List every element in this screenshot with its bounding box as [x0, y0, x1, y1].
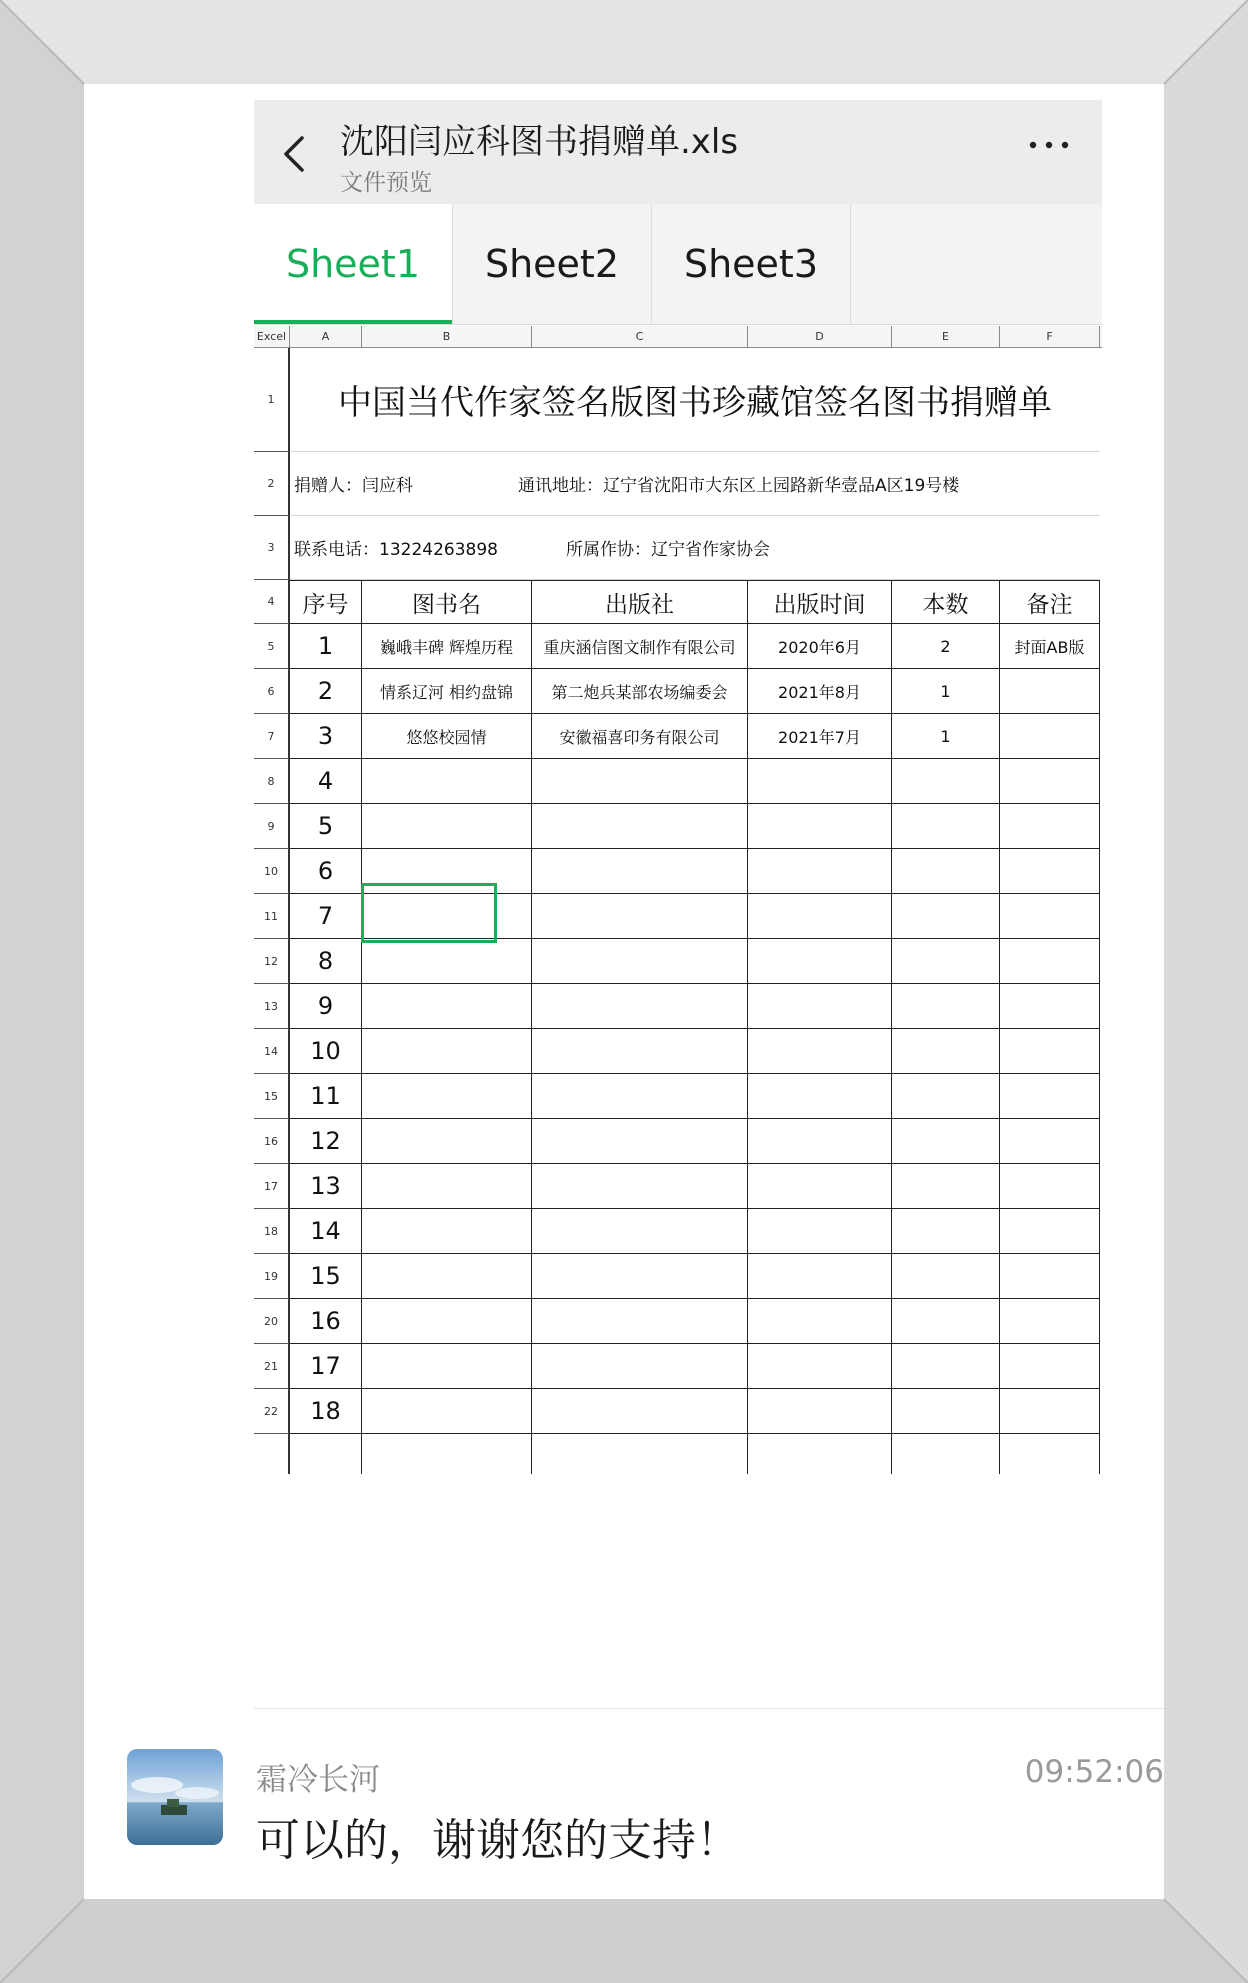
row-header[interactable]: 2	[254, 452, 290, 516]
seq-cell[interactable]: 6	[290, 849, 362, 894]
publisher-cell[interactable]	[532, 1074, 748, 1119]
seq-cell[interactable]: 17	[290, 1344, 362, 1389]
publisher-cell[interactable]	[532, 804, 748, 849]
message-time: 09:52:06	[1024, 1754, 1164, 1790]
publisher-cell[interactable]	[532, 1299, 748, 1344]
seq-cell[interactable]: 4	[290, 759, 362, 804]
publish-date-cell[interactable]	[748, 939, 892, 984]
seq-cell[interactable]: 16	[290, 1299, 362, 1344]
grid-overflow-cell	[892, 1434, 1000, 1474]
copies-cell[interactable]	[892, 1389, 1000, 1434]
contact-info-row[interactable]	[290, 516, 1100, 580]
sheet-tabs	[254, 204, 1102, 325]
contact-phone: 联系电话：13224263898	[294, 540, 498, 560]
grid-overflow-cell	[748, 1434, 892, 1474]
remark-cell[interactable]	[1000, 1254, 1100, 1299]
copies-cell[interactable]	[892, 894, 1000, 939]
more-options-icon[interactable]	[1028, 138, 1070, 152]
seq-cell[interactable]: 7	[290, 894, 362, 939]
publish-date-cell[interactable]: 2020年6月	[748, 624, 892, 669]
publish-date-cell[interactable]	[748, 759, 892, 804]
row-header[interactable]: 13	[254, 984, 290, 1029]
publisher-cell[interactable]	[532, 759, 748, 804]
publish-date-cell[interactable]	[748, 1299, 892, 1344]
publish-date-cell[interactable]	[748, 1389, 892, 1434]
publish-date-cell[interactable]	[748, 1029, 892, 1074]
remark-cell[interactable]	[1000, 1389, 1100, 1434]
row-header[interactable]: 6	[254, 669, 290, 714]
grid-overflow-cell	[532, 1434, 748, 1474]
remark-cell[interactable]	[1000, 1209, 1100, 1254]
book-name-cell[interactable]	[362, 1254, 532, 1299]
publisher-cell[interactable]	[532, 984, 748, 1029]
chat-message[interactable]: 可以的，谢谢您的支持！	[256, 1815, 740, 1866]
book-name-cell[interactable]	[362, 1119, 532, 1164]
row-header[interactable]: 22	[254, 1389, 290, 1434]
seq-cell[interactable]: 13	[290, 1164, 362, 1209]
publisher-cell[interactable]	[532, 1164, 748, 1209]
book-name-cell[interactable]	[362, 1074, 532, 1119]
publisher-cell[interactable]	[532, 894, 748, 939]
publisher-cell[interactable]: 安徽福喜印务有限公司	[532, 714, 748, 759]
grid-overflow-cell	[1000, 1434, 1100, 1474]
publish-date-cell[interactable]	[748, 849, 892, 894]
tab-sheet1[interactable]: Sheet1	[254, 204, 453, 324]
seq-cell[interactable]: 5	[290, 804, 362, 849]
book-name-cell[interactable]	[362, 1209, 532, 1254]
copies-cell[interactable]: 1	[892, 669, 1000, 714]
book-name-cell[interactable]	[362, 759, 532, 804]
book-name-cell[interactable]: 情系辽河 相约盘锦	[362, 669, 532, 714]
book-name-cell[interactable]: 悠悠校园情	[362, 714, 532, 759]
row-header-overflow	[254, 1434, 290, 1474]
publish-date-cell[interactable]: 2021年8月	[748, 669, 892, 714]
sender-avatar[interactable]	[127, 1749, 223, 1845]
table-header-cell[interactable]: 备注	[1000, 580, 1100, 624]
tab-sheet3[interactable]: Sheet3	[652, 204, 851, 324]
publish-date-cell[interactable]	[748, 984, 892, 1029]
sender-name: 霜冷长河	[256, 1762, 380, 1798]
tab-sheet2[interactable]: Sheet2	[453, 204, 652, 324]
book-name-cell[interactable]	[362, 1164, 532, 1209]
copies-cell[interactable]	[892, 939, 1000, 984]
publish-date-cell[interactable]	[748, 1254, 892, 1299]
row-header[interactable]: 17	[254, 1164, 290, 1209]
remark-cell[interactable]	[1000, 669, 1100, 714]
remark-cell[interactable]	[1000, 714, 1100, 759]
donor-address: 通讯地址：辽宁省沈阳市大东区上园路新华壹品A区19号楼	[518, 476, 960, 496]
publisher-cell[interactable]	[532, 1029, 748, 1074]
row-header[interactable]: 5	[254, 624, 290, 669]
book-name-cell[interactable]	[362, 1389, 532, 1434]
copies-cell[interactable]: 1	[892, 714, 1000, 759]
publisher-cell[interactable]	[532, 1344, 748, 1389]
copies-cell[interactable]	[892, 1074, 1000, 1119]
row-header[interactable]: 18	[254, 1209, 290, 1254]
row-header[interactable]: 7	[254, 714, 290, 759]
copies-cell[interactable]	[892, 759, 1000, 804]
seq-cell[interactable]: 10	[290, 1029, 362, 1074]
copies-cell[interactable]	[892, 1254, 1000, 1299]
publisher-cell[interactable]	[532, 1389, 748, 1434]
column-header-a[interactable]: A	[290, 326, 362, 348]
copies-cell[interactable]	[892, 1344, 1000, 1389]
remark-cell[interactable]	[1000, 1119, 1100, 1164]
publish-date-cell[interactable]	[748, 1074, 892, 1119]
publish-date-cell[interactable]	[748, 1164, 892, 1209]
publish-date-cell[interactable]	[748, 1344, 892, 1389]
copies-cell[interactable]	[892, 1299, 1000, 1344]
remark-cell[interactable]	[1000, 1074, 1100, 1119]
table-header-cell[interactable]: 本数	[892, 580, 1000, 624]
row-header[interactable]: 8	[254, 759, 290, 804]
seq-cell[interactable]: 2	[290, 669, 362, 714]
row-header[interactable]: 4	[254, 580, 290, 624]
row-header[interactable]: 1	[254, 348, 290, 452]
writer-association: 所属作协：辽宁省作家协会	[565, 540, 770, 560]
column-header-f[interactable]: F	[1000, 326, 1100, 348]
remark-cell[interactable]	[1000, 984, 1100, 1029]
publish-date-cell[interactable]	[748, 894, 892, 939]
column-header-d[interactable]: D	[748, 326, 892, 348]
remark-cell[interactable]	[1000, 939, 1100, 984]
row-header[interactable]: 12	[254, 939, 290, 984]
copies-cell[interactable]: 2	[892, 624, 1000, 669]
seq-cell[interactable]: 11	[290, 1074, 362, 1119]
table-header-cell[interactable]: 出版社	[532, 580, 748, 624]
book-name-cell[interactable]	[362, 1029, 532, 1074]
seq-cell[interactable]: 14	[290, 1209, 362, 1254]
column-header-b[interactable]: B	[362, 326, 532, 348]
row-header[interactable]: 3	[254, 516, 290, 580]
publish-date-cell[interactable]	[748, 1119, 892, 1164]
remark-cell[interactable]	[1000, 849, 1100, 894]
row-header[interactable]: 21	[254, 1344, 290, 1389]
seq-cell[interactable]: 8	[290, 939, 362, 984]
remark-cell[interactable]	[1000, 804, 1100, 849]
book-name-cell[interactable]	[362, 804, 532, 849]
row-header[interactable]: 16	[254, 1119, 290, 1164]
seq-cell[interactable]: 1	[290, 624, 362, 669]
sheet-title[interactable]: 中国当代作家签名版图书珍藏馆签名图书捐赠单	[290, 348, 1100, 452]
seq-cell[interactable]: 18	[290, 1389, 362, 1434]
copies-cell[interactable]	[892, 804, 1000, 849]
remark-cell[interactable]	[1000, 759, 1100, 804]
row-header[interactable]: 9	[254, 804, 290, 849]
file-subtitle: 文件预览	[340, 170, 432, 196]
copies-cell[interactable]	[892, 1119, 1000, 1164]
publisher-cell[interactable]	[532, 939, 748, 984]
donor-info-row[interactable]	[290, 452, 1100, 516]
table-header-cell[interactable]: 出版时间	[748, 580, 892, 624]
remark-cell[interactable]: 封面AB版	[1000, 624, 1100, 669]
column-header-e[interactable]: E	[892, 326, 1000, 348]
copies-cell[interactable]	[892, 1029, 1000, 1074]
column-header-c[interactable]: C	[532, 326, 748, 348]
row-header[interactable]: 14	[254, 1029, 290, 1074]
seq-cell[interactable]: 12	[290, 1119, 362, 1164]
grid-overflow-cell	[290, 1434, 362, 1474]
seq-cell[interactable]: 9	[290, 984, 362, 1029]
publish-date-cell[interactable]	[748, 1209, 892, 1254]
publisher-cell[interactable]	[532, 849, 748, 894]
preview-top-bar	[254, 100, 1102, 204]
file-preview	[254, 100, 1102, 325]
column-header-spacer	[1100, 326, 1102, 348]
remark-cell[interactable]	[1000, 1299, 1100, 1344]
publisher-cell[interactable]	[532, 1254, 748, 1299]
chat-divider	[254, 1708, 1164, 1709]
book-name-cell[interactable]	[362, 1299, 532, 1344]
publisher-cell[interactable]	[532, 1209, 748, 1254]
book-name-cell[interactable]	[362, 984, 532, 1029]
row-header[interactable]: 20	[254, 1299, 290, 1344]
donor-name: 捐赠人：闫应科	[294, 476, 413, 496]
copies-cell[interactable]	[892, 1209, 1000, 1254]
row-header[interactable]: 15	[254, 1074, 290, 1119]
file-title: 沈阳闫应科图书捐赠单.xls	[340, 122, 739, 162]
spreadsheet-grid[interactable]	[254, 326, 1102, 1666]
screenshot-content	[84, 84, 1164, 1899]
book-name-cell[interactable]	[362, 939, 532, 984]
selected-cell-indicator[interactable]	[361, 883, 497, 943]
copies-cell[interactable]	[892, 849, 1000, 894]
remark-cell[interactable]	[1000, 1344, 1100, 1389]
remark-cell[interactable]	[1000, 1164, 1100, 1209]
publish-date-cell[interactable]: 2021年7月	[748, 714, 892, 759]
seq-cell[interactable]: 3	[290, 714, 362, 759]
back-arrow-icon[interactable]	[280, 134, 310, 174]
book-name-cell[interactable]	[362, 1344, 532, 1389]
publisher-cell[interactable]	[532, 1119, 748, 1164]
copies-cell[interactable]	[892, 1164, 1000, 1209]
corner-label: Excel	[254, 326, 290, 348]
table-header-cell[interactable]: 序号	[290, 580, 362, 624]
copies-cell[interactable]	[892, 984, 1000, 1029]
publisher-cell[interactable]: 第二炮兵某部农场编委会	[532, 669, 748, 714]
table-header-cell[interactable]: 图书名	[362, 580, 532, 624]
remark-cell[interactable]	[1000, 894, 1100, 939]
remark-cell[interactable]	[1000, 1029, 1100, 1074]
row-header[interactable]: 19	[254, 1254, 290, 1299]
publish-date-cell[interactable]	[748, 804, 892, 849]
row-header[interactable]: 10	[254, 849, 290, 894]
publisher-cell[interactable]: 重庆涵信图文制作有限公司	[532, 624, 748, 669]
row-header[interactable]: 11	[254, 894, 290, 939]
grid-overflow-cell	[362, 1434, 532, 1474]
seq-cell[interactable]: 15	[290, 1254, 362, 1299]
book-name-cell[interactable]: 巍峨丰碑 辉煌历程	[362, 624, 532, 669]
